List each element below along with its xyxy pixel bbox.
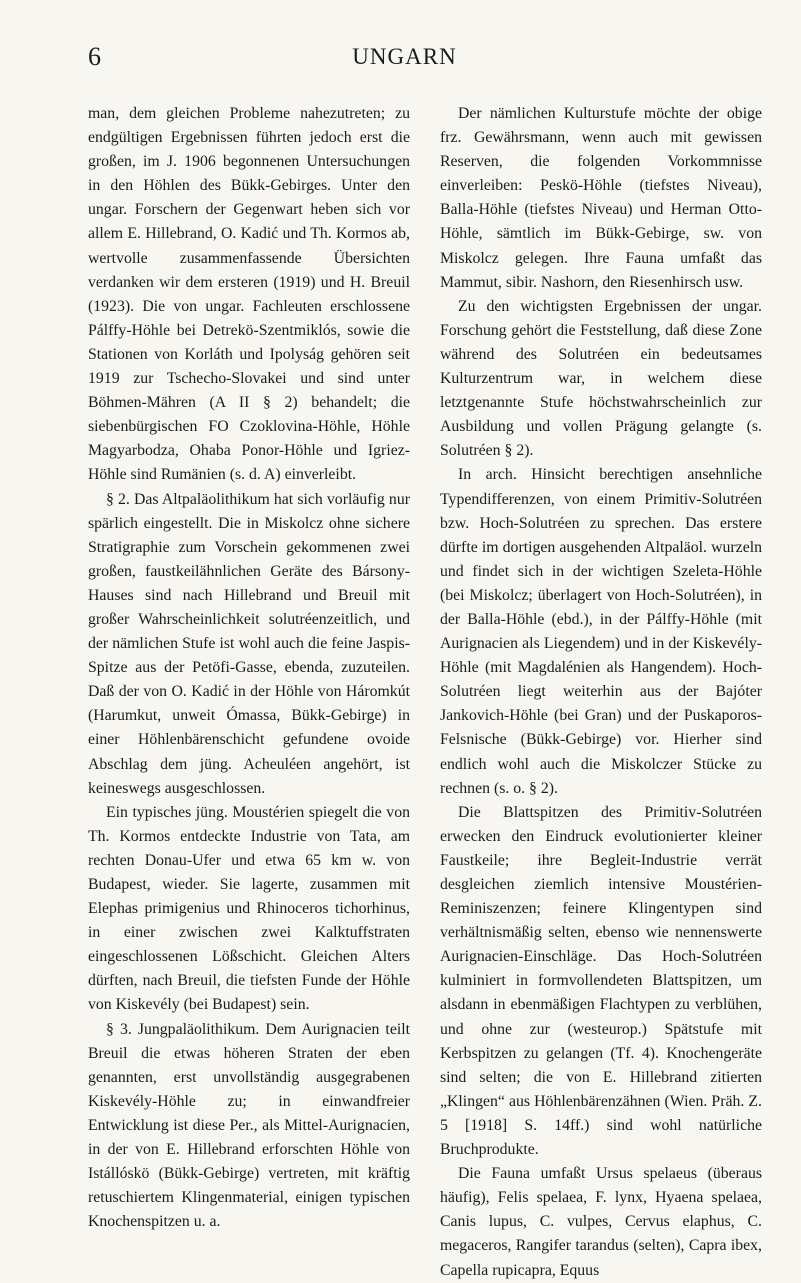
paragraph: Die Blattspitzen des Primitiv-Solutréen erwecken den Eindruck evolutionierter kleiner Faustkeile; ihre Begleit-Industrie verrät desgleichen ziemlich intensive Moustérien-Reminiszenzen; feinere Klingentypen sind verhältnismäßig selten, ebenso wie nennenswerte Aurignacien-Einschläge. Das Hoch-Solutréen kulminiert in formvollendeten Blattspitzen, um alsdann in ebenmäßigen Flachtypen zu verblühen, und ohne zur (westeurop.) Spätstufe mit Kerbspitzen zu gelangen (Tf. 4). Knochengeräte sind selten; die von E. Hillebrand zitierten „Klingen“ aus Höhlenbärenzähnen (Wien. Präh. Z. 5 [1918] S. 14ff.) sind wohl natürliche Bruchprodukte. [440, 803, 762, 1159]
left-column [88, 102, 410, 1234]
paragraph: § 2. Das Altpaläolithikum hat sich vorläufig nur spärlich eingestellt. Die in Miskolcz ohne sichere Stratigraphie zum Vorschein gekommenen zwei großen, faustkeilähnlichen Geräte des Bársony-Hauses sind nach Hillebrand und Breuil mit großer Wahrscheinlichkeit solutréenzeitlich, und der nämlichen Stufe ist wohl auch die feine Jaspis-Spitze aus der Petöfi-Gasse, ebenda, zuzuteilen. Daß der von O. Kadić in der Höhle von Háromkút (Harumkut, unweit Ómassa, Bükk-Gebirge) in einer Höhlenbärenschicht gefundene ovoide Abschlag dem jüng. Acheuléen angehört, ist keineswegs ausgeschlossen. [88, 490, 410, 797]
paragraph: Zu den wichtigsten Ergebnissen der ungar. Forschung gehört die Feststellung, daß diese Zone während des Solutréen ein bedeutsames Kulturzentrum war, in welchem diese letztgenannte Stufe höchstwahrscheinlich zur Ausbildung und vollen Prägung gelangte (s. Solutréen § 2). [440, 297, 762, 460]
paragraph: man, dem gleichen Probleme nahezutreten; zu endgültigen Ergebnissen führten jedoch erst die großen, im J. 1906 begonnenen Untersuchungen in den Höhlen des Bükk-Gebirges. Unter den ungar. Forschern der Gegenwart heben sich vor allem E. Hillebrand, O. Kadić und Th. Kormos ab, wertvolle zusammenfassende Übersichten verdanken wir dem ersteren (1919) und H. Breuil (1923). Die von ungar. Fachleuten erschlossene Pálffy-Höhle bei Detrekö-Szentmiklós, sowie die Stationen von Korláth und Ipolyság gehören seit 1919 zur Tschecho-Slovakei und sind unter Böhmen-Mähren (A II § 2) behandelt; die siebenbürgischen FO Czoklovina-Höhle, Höhle Magyarbodza, Ohaba Ponor-Höhle und Igriez-Höhle sind Rumänien (s. d. A) einverleibt. [88, 105, 410, 484]
paragraph: In arch. Hinsicht berechtigen ansehnliche Typendifferenzen, von einem Primitiv-Solutréen bzw. Hoch-Solutréen zu sprechen. Das erstere dürfte im dortigen ausgehenden Altpaläol. wurzeln und findet sich in der wichtigen Szeleta-Höhle (bei Miskolcz; überlagert von Hoch-Solutréen), in der Balla-Höhle (ebd.), in der Pálffy-Höhle (mit Aurignacien als Liegendem) und in der Kiskevély-Höhle (mit Magdalénien als Hangendem). Hoch-Solutréen liegt weiterhin aus der Bajóter Jankovich-Höhle (bei Gran) und der Puskaporos-Felsnische (Bükk-Gebirge) vor. Hierher sind endlich wohl auch die Miskolczer Stücke zu rechnen (s. o. § 2). [440, 466, 762, 797]
page-header [88, 40, 721, 80]
page-number: 6 [88, 42, 101, 71]
right-column [440, 102, 762, 1283]
paragraph: Der nämlichen Kulturstufe möchte der obige frz. Gewährsmann, wenn auch mit gewissen Reserven, die folgenden Vorkommnisse einverleiben: Peskö-Höhle (tiefstes Niveau), Balla-Höhle (tiefstes Niveau) und Herman Otto-Höhle, sämtlich im Bükk-Gebirge, sw. von Miskolcz gelegen. Ihre Fauna umfaßt das Mammut, sibir. Nashorn, den Riesenhirsch usw. [440, 105, 762, 291]
paragraph: Die Fauna umfaßt Ursus spelaeus (überaus häufig), Felis spelaea, F. lynx, Hyaena spelaea, Canis lupus, C. vulpes, Cervus elaphus, C. megaceros, Rangifer tarandus (selten), Capra ibex, Capella rupicapra, Equus [440, 1165, 762, 1279]
paragraph: § 3. Jungpaläolithikum. Dem Aurignacien teilt Breuil die etwas höheren Straten der eben genannten, erst unvollständig ausgegrabenen Kiskevély-Höhle zu; in einwandfreier Entwicklung ist diese Per., als Mittel-Aurignacien, in der von E. Hillebrand erforschten Höhle von Istállóskö (Bükk-Gebirge) vertreten, mit kräftig retuschiertem Klingenmaterial, einigen typischen Knochenspitzen u. a. [88, 1020, 410, 1231]
running-head: UNGARN [352, 44, 457, 69]
paragraph: Ein typisches jüng. Moustérien spiegelt die von Th. Kormos entdeckte Industrie von Tata, am rechten Donau-Ufer und etwa 65 km w. von Budapest, wieder. Sie lagerte, zusammen mit Elephas primigenius und Rhinoceros tichorhinus, in einer zwischen zwei Kalktuffstraten eingeschlossenen Lößschicht. Gleichen Alters dürften, nach Breuil, die tiefsten Funde der Höhle von Kiskevély (bei Budapest) sein. [88, 803, 410, 1014]
column-gutter [426, 100, 427, 1170]
